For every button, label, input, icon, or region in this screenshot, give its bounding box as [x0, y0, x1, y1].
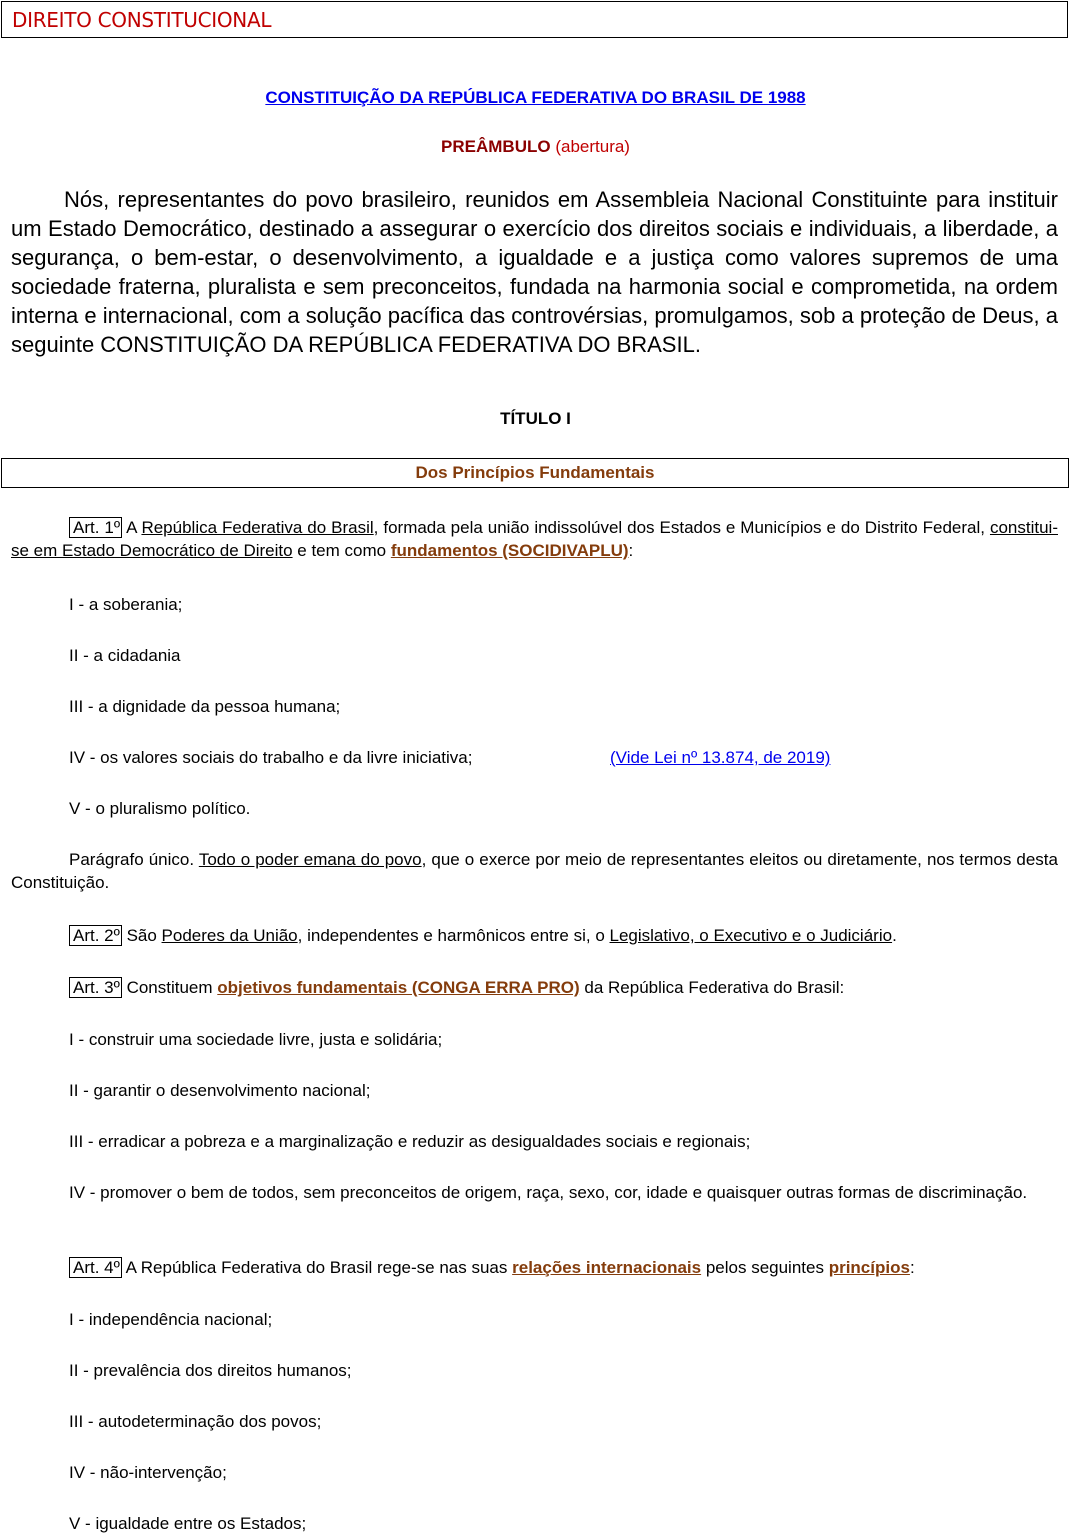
art1-underline-2: constitui-se em Estado Democrático de Direito [11, 518, 1058, 560]
art3-highlight: objetivos fundamentais (CONGA ERRA PRO) [217, 978, 580, 997]
art3-text: Constituem [121, 978, 218, 997]
art1-label: Art. 1º [69, 517, 122, 538]
art1-paragraph [11, 516, 1058, 562]
art2-text: . [892, 926, 897, 945]
art2-underline-2: Legislativo, o Executivo e o Judiciário [609, 926, 893, 945]
art3-item: II - garantir o desenvolvimento nacional; [69, 1081, 371, 1100]
paragrafo-rest: , que o exerce por meio de representantes eleitos ou diretamente, nos termos desta Constituição. [11, 850, 1058, 892]
art2-paragraph [11, 924, 1058, 947]
preamble-heading [0, 137, 1071, 157]
art3-paragraph [11, 976, 1058, 999]
preamble-note: (abertura) [555, 137, 630, 156]
preamble-text: Nós, representantes do povo brasileiro, reunidos em Assembleia Nacional Constituinte para instituir um Estado Democrático, destinado a assegurar o exercício dos direitos sociais e individuais, a liberdade, a segurança, o bem-estar, o desenvolvimento, a igualdade e a justiça como valores supremos de uma sociedade fraterna, pluralista e sem preconceitos, fundada na harmonia social e comprometida, na ordem interna e internacional, com a solução pacífica das controvérsias, promulgamos, sob a proteção de Deus, a seguinte CONSTITUIÇÃO DA REPÚBLICA FEDERATIVA DO BRASIL. [11, 187, 1058, 357]
art1-text: , formada pela união indissolúvel dos Estados e Municípios e do Distrito Federal, [373, 518, 990, 537]
art1-text: e tem como [292, 541, 391, 560]
art1-item: II - a cidadania [69, 646, 181, 665]
titulo-heading: TÍTULO I [500, 409, 571, 428]
art3-item: III - erradicar a pobreza e a marginalização e reduzir as desigualdades sociais e regionais; [69, 1132, 751, 1151]
art1-highlight: fundamentos (SOCIDIVAPLU) [390, 541, 629, 560]
art3-item: I - construir uma sociedade livre, justa e solidária; [69, 1030, 443, 1049]
art2-underline-1: Poderes da União [161, 926, 298, 945]
art1-text: : [628, 541, 634, 560]
art3-label: Art. 3º [69, 977, 122, 998]
art4-highlight-1: relações internacionais [512, 1258, 702, 1277]
art3-item: IV - promover o bem de todos, sem preconceitos de origem, raça, sexo, cor, idade e quaisquer outras formas de discriminação. [69, 1183, 1028, 1202]
art4-label: Art. 4º [69, 1257, 122, 1278]
art1-item: IV - os valores sociais do trabalho e da livre iniciativa; [69, 748, 473, 767]
section-heading: Dos Princípios Fundamentais [1, 458, 1069, 488]
art1-underline-1: República Federativa do Brasil [141, 518, 374, 537]
art1-text: A [122, 518, 142, 537]
art1-item: I - a soberania; [69, 595, 183, 614]
paragrafo-prefix: Parágrafo único. [69, 850, 199, 869]
art2-label: Art. 2º [69, 925, 122, 946]
art1-item: V - o pluralismo político. [69, 799, 251, 818]
art1-paragrafo-unico [11, 848, 1058, 894]
art4-item: IV - não-intervenção; [69, 1463, 227, 1482]
paragrafo-underline: Todo o poder emana do povo [198, 850, 422, 869]
preamble-label: PREÂMBULO [441, 137, 551, 156]
art4-paragraph [11, 1256, 1058, 1279]
art4-text: A República Federativa do Brasil rege-se nas suas [121, 1258, 513, 1277]
document-title-link[interactable]: CONSTITUIÇÃO DA REPÚBLICA FEDERATIVA DO BRASIL DE 1988 [265, 88, 806, 107]
art4-item: V - igualdade entre os Estados; [69, 1514, 307, 1533]
art4-text: : [909, 1258, 915, 1277]
vide-lei-link[interactable] [610, 746, 830, 769]
art2-text: , independentes e harmônicos entre si, o [297, 926, 610, 945]
header-title: DIREITO CONSTITUCIONAL [12, 8, 272, 32]
header-box [1, 1, 1068, 38]
art2-text: São [121, 926, 162, 945]
art4-highlight-2: princípios [828, 1258, 910, 1277]
art3-text: da República Federativa do Brasil: [579, 978, 845, 997]
art4-item: II - prevalência dos direitos humanos; [69, 1361, 352, 1380]
art4-item: III - autodeterminação dos povos; [69, 1412, 322, 1431]
art4-item: I - independência nacional; [69, 1310, 273, 1329]
art4-text: pelos seguintes [701, 1258, 829, 1277]
vide-lei-link-text[interactable]: (Vide Lei nº 13.874, de 2019) [610, 748, 831, 767]
art1-item: III - a dignidade da pessoa humana; [69, 697, 341, 716]
